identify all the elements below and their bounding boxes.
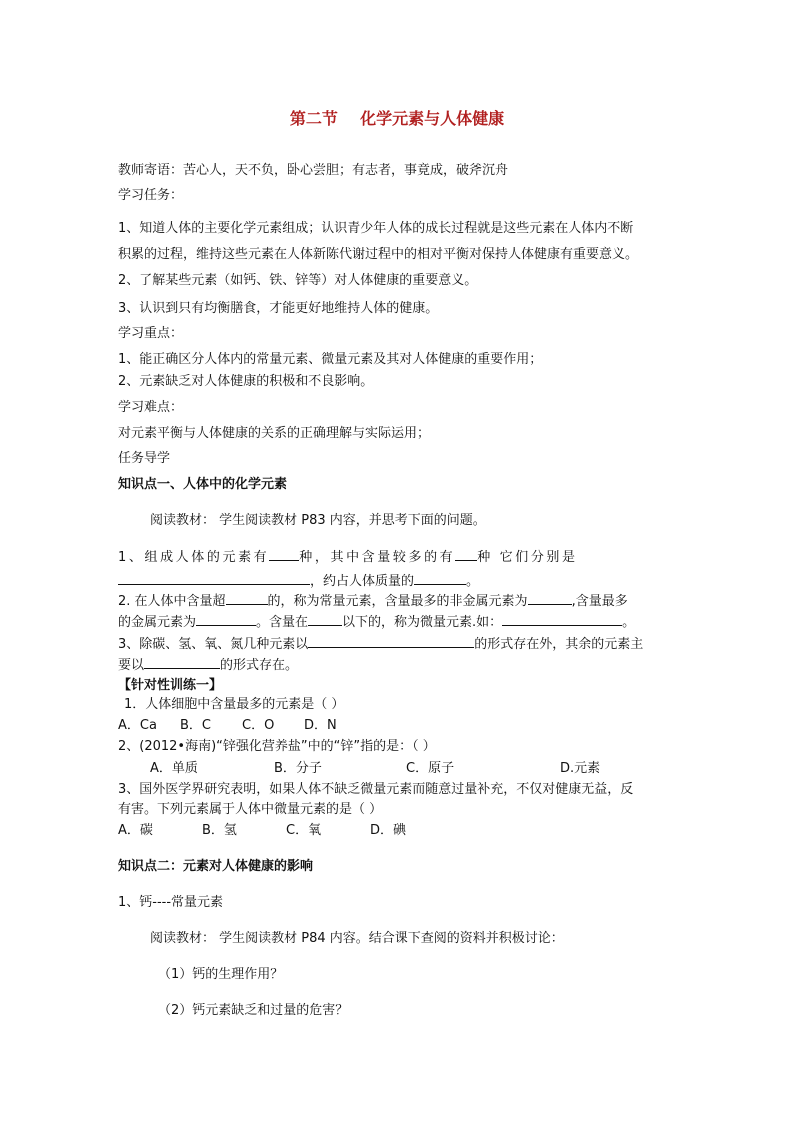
knowledge-point-1-heading: 知识点一、人体中的化学元素 [118,477,288,492]
question-1-line-1 [118,548,578,567]
task-line: 积累的过程，维持这些元素在人体新陈代谢过程中的相对平衡对保持人体健康有重要意义。 [118,247,639,262]
question-text: 以下的，称为微量元素.如： [342,615,503,630]
option-c[interactable]: C．氧 [286,823,322,838]
option-d[interactable]: D.元素 [560,761,601,776]
question-text: 种，其中含量较多的有 [299,550,456,565]
teacher-motto: 教师寄语：苦心人，天不负，卧心尝胆；有志者，事竟成，破斧沉舟 [118,163,509,178]
option-b[interactable]: B．分子 [274,761,322,776]
practice-1-options [118,717,354,735]
practice-question-3-line-2: 有害。下列元素属于人体中微量元素的是（ ） [118,802,383,817]
option-b[interactable]: B．C [180,718,211,733]
practice-heading: 【针对性训练一】 [118,678,223,693]
question-text: 的金属元素为 [118,615,197,630]
answer-blank[interactable] [308,613,342,626]
question-1-line-2 [118,572,479,591]
task-line: 3、认识到只有均衡膳食，才能更好地维持人体的健康。 [118,301,439,316]
question-3-line-2 [118,656,298,675]
question-text: 的形式存在。 [220,658,299,673]
question-text: 。 [466,574,480,589]
question-text: 1、组成人体的元素有 [118,550,270,565]
option-b[interactable]: B．氢 [202,823,237,838]
knowledge-point-2-heading: 知识点二：元素对人体健康的影响 [118,859,314,874]
option-a[interactable]: A．Ca [118,718,157,733]
question-text: 的，称为常量元素，含量最多的非金属元素为 [267,594,528,609]
option-d[interactable]: D．碘 [370,823,407,838]
task-heading: 学习任务： [118,188,184,203]
answer-blank[interactable] [269,548,299,561]
answer-blank[interactable] [144,656,220,669]
answer-blank[interactable] [502,613,622,626]
option-c[interactable]: C．O [242,718,275,733]
difficulty-heading: 学习难点： [118,400,184,415]
calcium-question-2: （2）钙元素缺乏和过量的危害？ [158,1003,349,1018]
difficulty-text: 对元素平衡与人体健康的关系的正确理解与实际运用； [118,426,431,441]
answer-blank[interactable] [308,635,474,648]
page-title: 第二节 化学元素与人体健康 [289,109,505,128]
reading-instruction: 阅读教材： 学生阅读教材 P84 内容。结合课下查阅的资料并积极讨论： [150,931,564,946]
option-a[interactable]: A．单质 [150,761,198,776]
answer-blank[interactable] [226,592,268,605]
key-heading: 学习重点： [118,326,184,341]
practice-question-1: 1．人体细胞中含量最多的元素是（ ） [124,697,345,712]
key-point: 1、能正确区分人体内的常量元素、微量元素及其对人体健康的重要作用； [118,352,543,367]
question-3-line-1 [118,635,643,654]
question-text: 种 它们分别是 [477,550,578,565]
question-text: 。 [622,615,636,630]
task-line: 2、了解某些元素（如钙、铁、锌等）对人体健康的重要意义。 [118,273,478,288]
practice-3-options [118,822,420,840]
reading-instruction: 阅读教材： 学生阅读教材 P83 内容，并思考下面的问题。 [150,513,486,528]
practice-2-options [150,760,620,778]
question-text: 3、除碳、氢、氧、氮几种元素以 [118,637,309,652]
practice-question-2: 2、(2012•海南)“锌强化营养盐”中的“锌”指的是：（ ） [118,739,436,754]
question-text: 要以 [118,658,145,673]
question-text: 2. 在人体中含量超 [118,594,226,609]
option-c[interactable]: C．原子 [406,761,455,776]
answer-blank[interactable] [455,548,477,561]
question-2-line-1 [118,592,628,611]
answer-blank[interactable] [196,613,256,626]
question-text: ，约占人体质量的 [310,574,415,589]
key-point: 2、元素缺乏对人体健康的积极和不良影响。 [118,374,374,389]
question-text: 的形式存在外，其余的元素主 [474,637,644,652]
answer-blank[interactable] [414,572,466,585]
question-text: 。含量在 [256,615,309,630]
question-2-line-2 [118,613,635,632]
answer-blank[interactable] [118,572,310,585]
calcium-heading: 1、钙----常量元素 [118,895,224,910]
task-line: 1、知道人体的主要化学元素组成；认识青少年人体的成长过程就是这些元素在人体内不断 [118,221,634,236]
practice-question-3-line-1: 3、国外医学界研究表明，如果人体不缺乏微量元素而随意过量补充，不仅对健康无益，反 [118,782,634,797]
option-d[interactable]: D．N [304,718,337,733]
option-a[interactable]: A．碳 [118,823,153,838]
guide-heading: 任务导学 [118,451,171,466]
answer-blank[interactable] [528,592,572,605]
calcium-question-1: （1）钙的生理作用？ [158,967,284,982]
question-text: ,含量最多 [571,594,628,609]
